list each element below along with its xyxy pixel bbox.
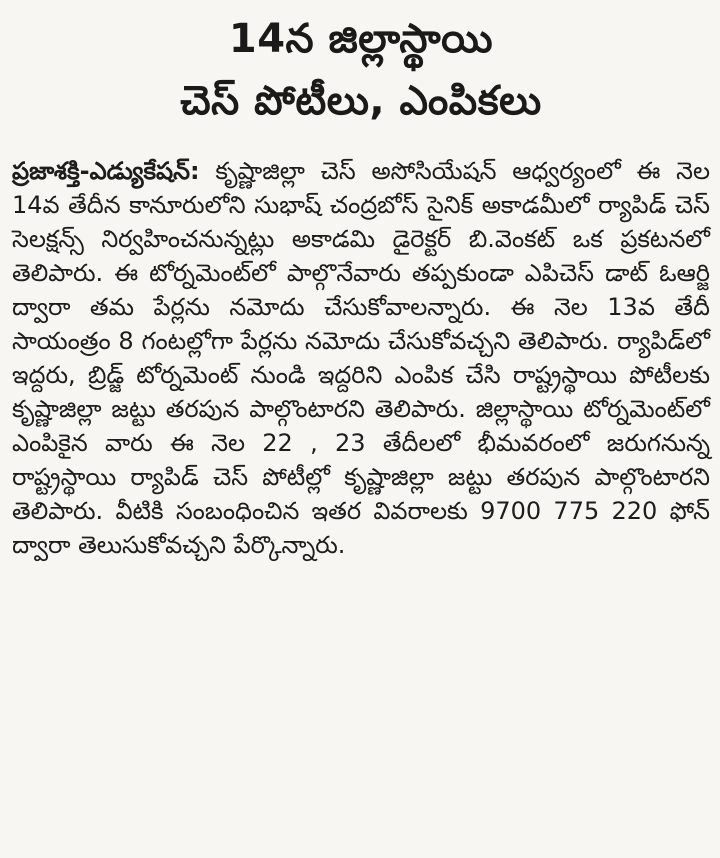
headline: [12, 8, 710, 132]
article-text: కృష్ణాజిల్లా చెస్ అసోసియేషన్ ఆధ్వర్యంలో ఈ నెల 14వ తేదీన కానూరులోని సుభాష్ చంద్రబోస్ సైనిక్ అకాడమీలో ర్యాపిడ్ చెస్ సెలక్షన్స్ నిర్వహించనున్నట్లు అకాడమి డైరెక్టర్ బి.వెంకట్ ఒక ప్రకటనలో తెలిపారు. ఈ టోర్నమెంట్‌లో పాల్గొనేవారు తప్పకుండా ఎపిచెస్ డాట్ ఓఆర్జి ద్వారా తమ పేర్లను నమోదు చేసుకోవాలన్నారు. ఈ నెల 13వ తేదీ సాయంత్రం 8 గంటల్లోగా పేర్లను నమోదు చేసుకోవచ్చని తెలిపారు. ర్యాపిడ్‌లో ఇద్దరు, బ్రిడ్జ్ టోర్నమెంట్ నుండి ఇద్దరిని ఎంపిక చేసి రాష్ట్రస్థాయి పోటీలకు కృష్ణాజిల్లా జట్టు తరపున పాల్గొంటారని తెలిపారు. జిల్లాస్థాయి టోర్నమెంట్‌లో ఎంపికైన వారు ఈ నెల 22 , 23 తేదీలలో భీమవరంలో జరుగనున్న రాష్ట్రస్థాయి ర్యాపిడ్ చెస్ పోటీల్లో కృష్ణాజిల్లా జట్టు తరపున పాల్గొంటారని తెలిపారు. వీటికి సంబంధించిన ఇతర వివరాలకు 9700 775 220 ఫోన్ ద్వారా తెలుసుకోవచ్చని పేర్కొన్నారు.: [12, 157, 710, 559]
article-body: [12, 154, 710, 562]
dateline: ప్రజాశక్తి-ఎడ్యుకేషన్:: [12, 157, 200, 185]
headline-line-1: 14న జిల్లాస్థాయి: [228, 16, 494, 62]
headline-line-2: చెస్ పోటీలు, ఎంపికలు: [180, 78, 542, 124]
